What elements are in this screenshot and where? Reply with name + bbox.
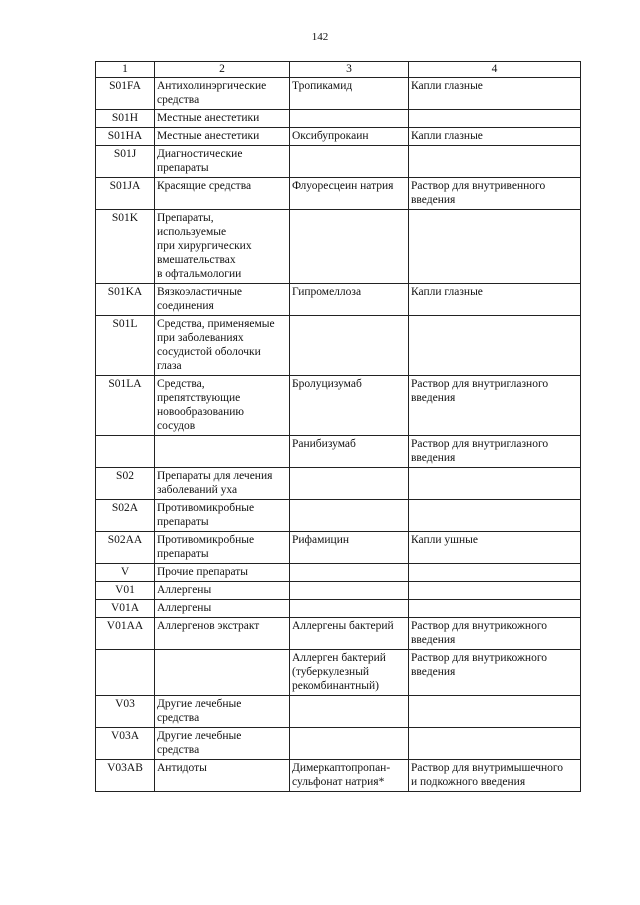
drug-name-cell-text: Аллерген бактерий (туберкулезный рекомбинантный) [292,652,386,692]
atc-code-cell [96,146,155,178]
atc-code-cell-text: S01LA [108,378,142,390]
drug-name-cell [290,696,409,728]
dosage-form-cell-text: Раствор для внутривенного введения [411,180,546,206]
atc-code-cell-text: S01L [112,318,138,330]
atc-code-cell-text: V03AB [107,762,143,774]
atc-code-cell-text: S02AA [107,534,143,546]
table-row [96,760,581,792]
atc-code-cell [96,78,155,110]
group-name-cell-text: Другие лечебные средства [157,698,242,724]
table-row [96,128,581,146]
group-name-cell [155,128,290,146]
drug-name-cell [290,146,409,178]
drug-name-cell [290,582,409,600]
table-row [96,564,581,582]
drug-name-cell [290,760,409,792]
table-row [96,178,581,210]
header-cell-1: 1 [96,62,155,78]
atc-code-cell [96,650,155,696]
group-name-cell-text: Аллергены [157,584,212,596]
table-row [96,146,581,178]
group-name-cell-text: Вязкоэластичные соединения [157,286,243,312]
group-name-cell-text: Препараты для лечения заболеваний уха [157,470,273,496]
drug-name-cell [290,500,409,532]
dosage-form-cell [409,582,581,600]
group-name-cell-text: Препараты, используемые при хирургических вмешательствах в офтальмологии [157,212,252,280]
atc-code-cell [96,210,155,284]
drug-name-cell [290,436,409,468]
drug-name-cell-text: Аллергены бактерий [292,620,394,632]
header-cell-2: 2 [155,62,290,78]
dosage-form-cell-text: Капли глазные [411,80,483,92]
atc-code-cell [96,376,155,436]
group-name-cell [155,210,290,284]
table-header-row [96,62,581,78]
header-cell-4: 4 [409,62,581,78]
group-name-cell-text: Антихолинэргические средства [157,80,267,106]
dosage-form-cell [409,532,581,564]
group-name-cell [155,178,290,210]
dosage-form-cell-text: Раствор для внутриглазного введения [411,378,549,404]
drug-name-cell-text: Флуоресцеин натрия [292,180,394,192]
atc-code-cell [96,128,155,146]
dosage-form-cell [409,436,581,468]
drug-name-cell [290,618,409,650]
atc-code-cell-text: V03A [110,730,140,742]
atc-code-cell-text: S01K [111,212,139,224]
dosage-form-cell [409,128,581,146]
dosage-form-cell-text: Капли глазные [411,130,483,142]
dosage-form-cell [409,316,581,376]
atc-code-cell [96,582,155,600]
table-row [96,468,581,500]
group-name-cell-text: Другие лечебные средства [157,730,242,756]
atc-code-cell [96,178,155,210]
group-name-cell-text: Местные анестетики [157,130,260,142]
table-row [96,500,581,532]
group-name-cell [155,582,290,600]
group-name-cell-text: Средства, препятствующие новообразованию сосудов [157,378,244,432]
atc-code-cell-text: V01AA [106,620,144,632]
drug-name-cell-text: Рифамицин [292,534,350,546]
atc-code-cell [96,284,155,316]
dosage-form-cell [409,468,581,500]
dosage-form-cell [409,210,581,284]
group-name-cell [155,760,290,792]
drug-name-cell [290,468,409,500]
table-row [96,436,581,468]
table-row [96,376,581,436]
atc-code-cell-text: S01FA [109,80,141,92]
dosage-form-cell [409,146,581,178]
drug-name-cell-text: Оксибупрокаин [292,130,369,142]
atc-code-cell-text: S02A [111,502,139,514]
drug-name-cell [290,110,409,128]
group-name-cell [155,650,290,696]
page-number: 142 [311,31,329,43]
dosage-form-cell-text: Раствор для внутрикожного введения [411,620,548,646]
drug-name-cell [290,600,409,618]
atc-code-cell [96,500,155,532]
group-name-cell-text: Местные анестетики [157,112,260,124]
table-row [96,582,581,600]
dosage-form-cell [409,728,581,760]
atc-code-cell [96,316,155,376]
dosage-form-cell [409,650,581,696]
dosage-form-cell-text: Раствор для внутримышечного и подкожного введения [411,762,564,788]
table-row [96,284,581,316]
drug-name-cell-text: Тропикамид [292,80,353,92]
dosage-form-cell [409,696,581,728]
group-name-cell [155,600,290,618]
table-row [96,78,581,110]
dosage-form-cell [409,376,581,436]
atc-code-cell [96,468,155,500]
atc-code-cell-text: S01J [113,148,137,160]
drug-classification-table [95,61,581,792]
atc-code-cell [96,696,155,728]
dosage-form-cell-text: Капли глазные [411,286,483,298]
atc-code-cell [96,728,155,760]
group-name-cell [155,284,290,316]
dosage-form-cell [409,178,581,210]
group-name-cell [155,500,290,532]
table-row [96,600,581,618]
group-name-cell [155,468,290,500]
drug-name-cell-text: Ранибизумаб [292,438,356,450]
drug-name-cell [290,564,409,582]
group-name-cell [155,146,290,178]
atc-code-cell [96,110,155,128]
drug-name-cell [290,178,409,210]
group-name-cell-text: Аллергены [157,602,212,614]
atc-code-cell-text: S01KA [107,286,143,298]
table-row [96,532,581,564]
atc-code-cell-text: V03 [115,698,135,710]
drug-name-cell-text: Бролуцизумаб [292,378,362,390]
atc-code-cell [96,600,155,618]
dosage-form-cell [409,110,581,128]
table-row [96,110,581,128]
group-name-cell-text: Противомикробные препараты [157,534,255,560]
atc-code-cell [96,564,155,582]
dosage-form-cell-text: Раствор для внутрикожного введения [411,652,548,678]
group-name-cell-text: Аллергенов экстракт [157,620,260,632]
dosage-form-cell [409,500,581,532]
dosage-form-cell [409,760,581,792]
atc-code-cell-text: V [120,566,130,578]
group-name-cell-text: Противомикробные препараты [157,502,255,528]
atc-code-cell [96,760,155,792]
group-name-cell [155,110,290,128]
group-name-cell-text: Диагностические препараты [157,148,243,174]
dosage-form-cell-text: Раствор для внутриглазного введения [411,438,549,464]
drug-name-cell [290,650,409,696]
drug-name-cell [290,316,409,376]
dosage-form-cell [409,564,581,582]
table-row [96,728,581,760]
group-name-cell [155,78,290,110]
drug-name-cell-text: Димеркаптопропан- сульфонат натрия* [292,762,391,788]
dosage-form-cell-text: Капли ушные [411,534,478,546]
table-row [96,650,581,696]
group-name-cell [155,696,290,728]
group-name-cell-text: Средства, применяемые при заболеваниях сосудистой оболочки глаза [157,318,275,372]
drug-name-cell [290,128,409,146]
group-name-cell [155,728,290,760]
drug-name-cell-text: Гипромеллоза [292,286,362,298]
dosage-form-cell [409,284,581,316]
table-row [96,696,581,728]
dosage-form-cell [409,618,581,650]
group-name-cell-text: Красящие средства [157,180,252,192]
group-name-cell [155,532,290,564]
header-cell-3: 3 [290,62,409,78]
table-row [96,618,581,650]
group-name-cell [155,436,290,468]
table-row [96,210,581,284]
atc-code-cell [96,532,155,564]
atc-code-cell [96,618,155,650]
group-name-cell [155,618,290,650]
atc-code-cell [96,436,155,468]
atc-code-cell-text: V01A [110,602,140,614]
drug-name-cell [290,78,409,110]
group-name-cell [155,564,290,582]
drug-name-cell [290,210,409,284]
dosage-form-cell [409,600,581,618]
table-row [96,316,581,376]
atc-code-cell-text: S01H [111,112,139,124]
atc-code-cell-text: S01JA [109,180,141,192]
atc-code-cell-text: V01 [115,584,135,596]
atc-code-cell-text: S02 [116,470,134,482]
drug-name-cell [290,532,409,564]
dosage-form-cell [409,78,581,110]
group-name-cell [155,316,290,376]
drug-name-cell [290,728,409,760]
group-name-cell-text: Прочие препараты [157,566,249,578]
drug-name-cell [290,284,409,316]
group-name-cell-text: Антидоты [157,762,207,774]
group-name-cell [155,376,290,436]
atc-code-cell-text: S01HA [107,130,143,142]
drug-name-cell [290,376,409,436]
